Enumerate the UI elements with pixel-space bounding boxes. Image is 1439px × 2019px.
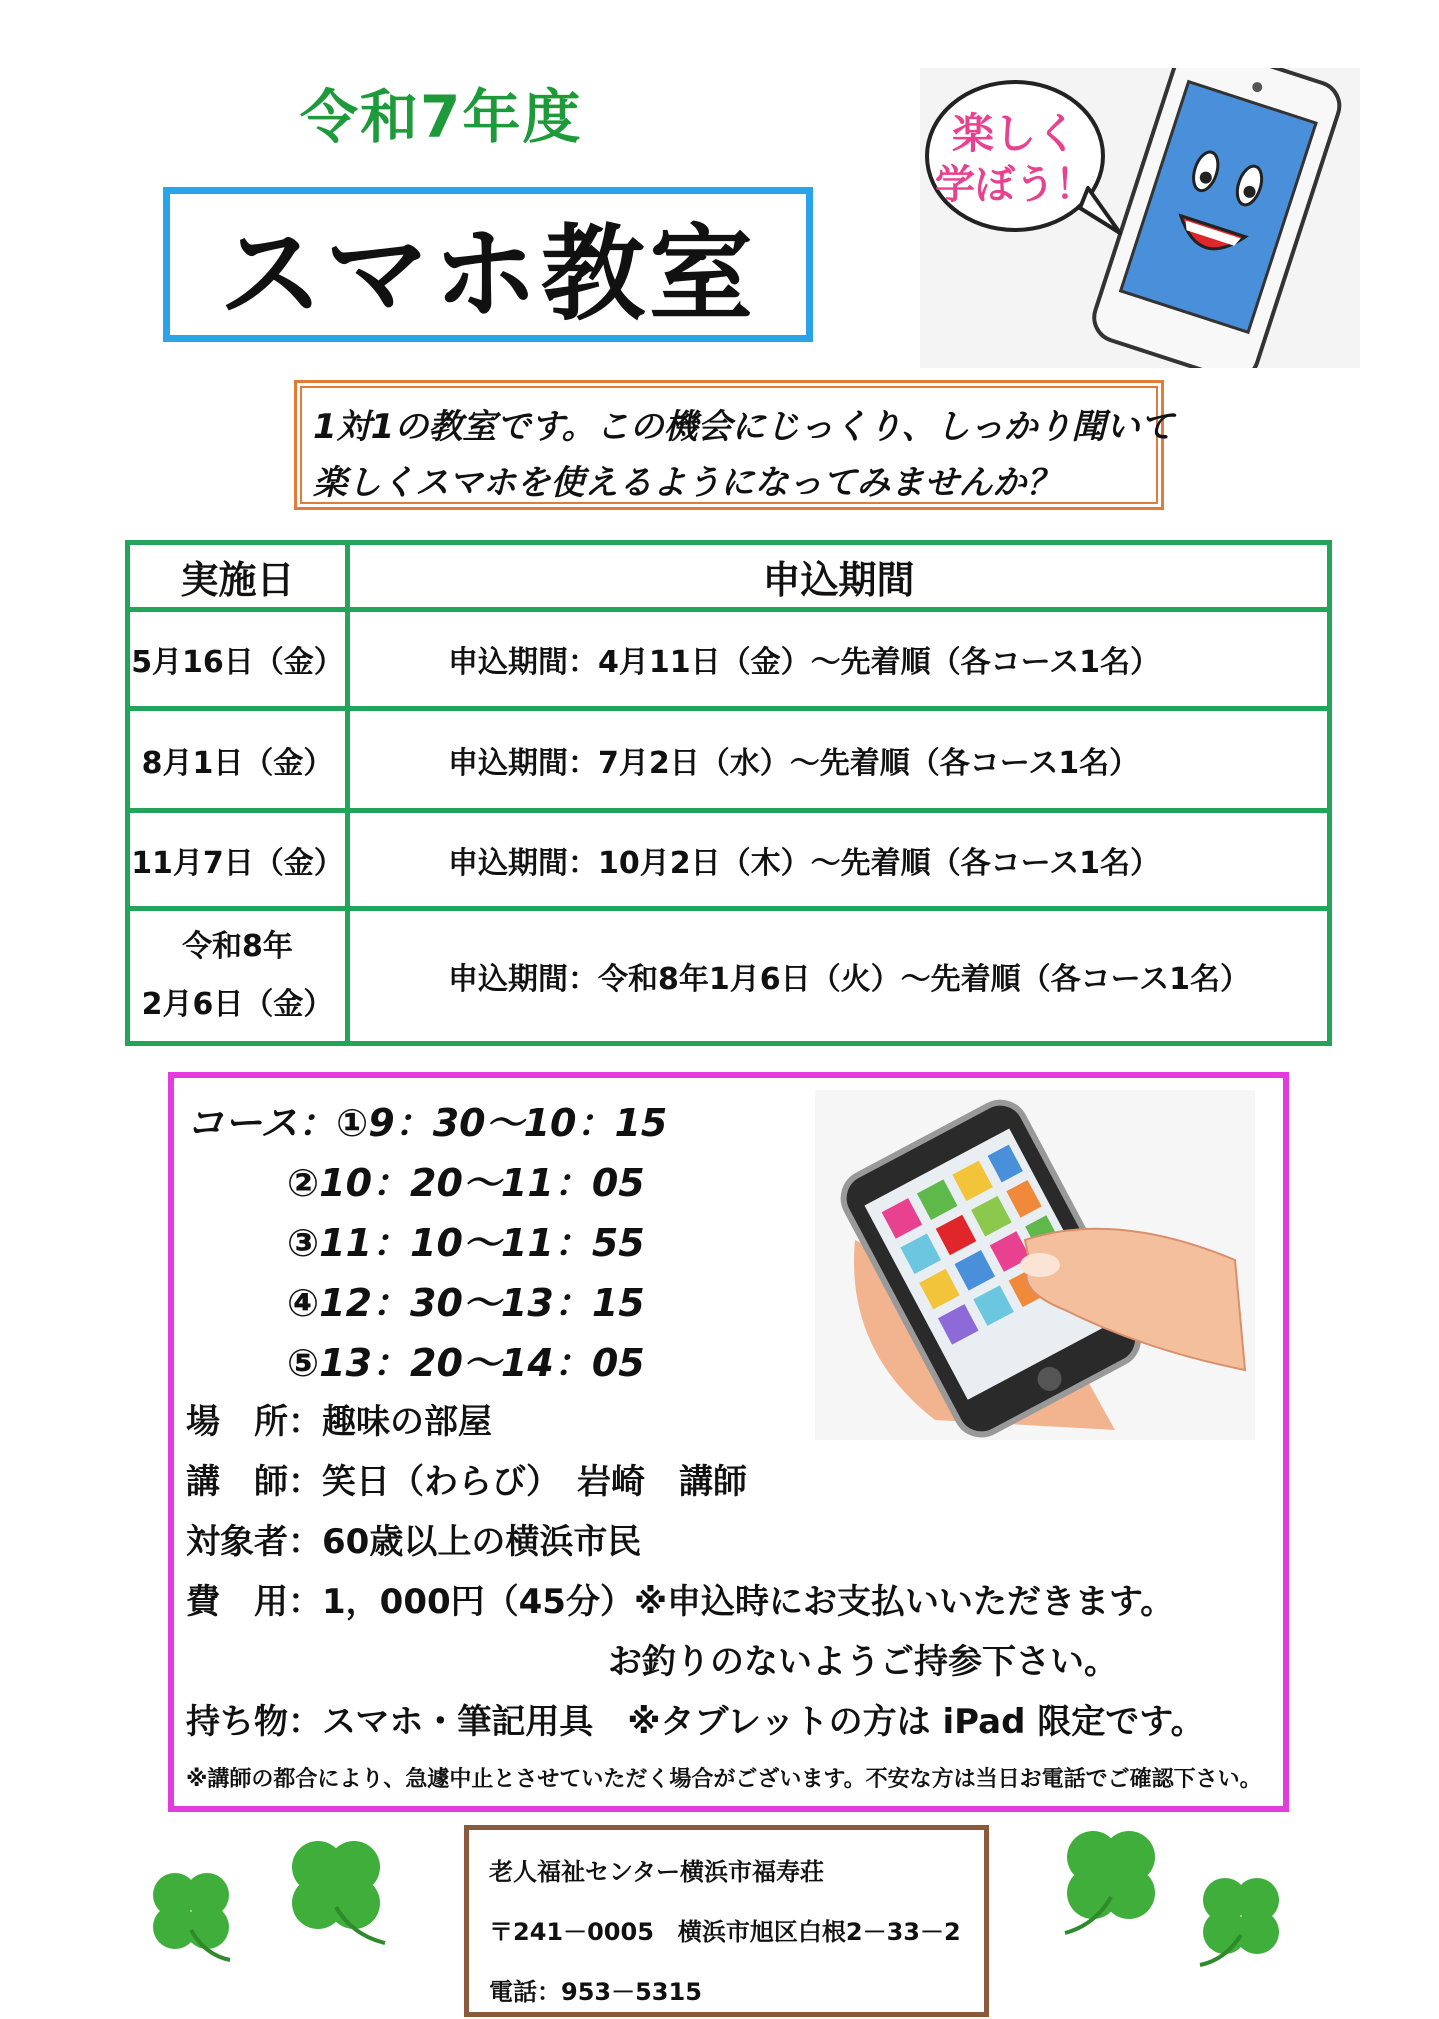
course-1: ①9：30～10：15	[336, 1101, 668, 1145]
speech-line2: 学ぼう！	[935, 162, 1095, 208]
row-date	[128, 909, 348, 1044]
hand-smartphone-illustration	[815, 1090, 1255, 1440]
clover-icon	[270, 1825, 400, 1955]
course-3: ③11：10～11：55	[287, 1221, 645, 1265]
header-date: 実施日	[128, 543, 348, 610]
intro-line1: 1対1の教室です。この機会にじっくり、しっかり聞いて	[313, 407, 1174, 447]
page-title: スマホ教室	[219, 212, 757, 335]
header-period: 申込期間	[348, 543, 1330, 610]
teacher-line: 講 師：笑日（わらび） 岩崎 講師	[186, 1462, 747, 1502]
speech-line1: 楽しく	[951, 109, 1079, 158]
row-period: 申込期間：令和8年1月6日（火）～先着順（各コース1名）	[348, 909, 1330, 1044]
course-4: ④12：30～13：15	[287, 1281, 645, 1325]
clover-icon	[1045, 1815, 1175, 1945]
row-period: 申込期間：10月2日（木）～先着順（各コース1名）	[348, 811, 1330, 909]
year-label: 令和7年度	[300, 83, 583, 151]
schedule-table	[125, 540, 1332, 1046]
row-period: 申込期間：4月11日（金）～先着順（各コース1名）	[348, 610, 1330, 709]
address-box	[464, 1825, 989, 2017]
table-row	[128, 811, 1330, 909]
notice-line: ※講師の都合により、急遽中止とさせていただく場合がございます。不安な方は当日お電話でご確認下さい。	[186, 1767, 1262, 1792]
row-date: 11月7日（金）	[128, 811, 348, 909]
clover-icon	[1185, 1865, 1295, 1975]
row-date: 5月16日（金）	[128, 610, 348, 709]
row-date-line2: 2月6日（金）	[141, 987, 334, 1022]
course-2: ②10：20～11：05	[287, 1161, 645, 1205]
smartphone-character-illustration	[920, 68, 1360, 368]
course-label: コース：	[186, 1101, 337, 1145]
table-row	[128, 909, 1330, 1044]
clover-icon	[135, 1860, 245, 1970]
course-5: ⑤13：20～14：05	[287, 1341, 645, 1385]
facility-name: 老人福祉センター横浜市福寿荘	[489, 1858, 825, 1886]
bring-line: 持ち物：スマホ・筆記用具 ※タブレットの方は iPad 限定です。	[186, 1702, 1205, 1742]
row-date: 8月1日（金）	[128, 709, 348, 811]
place-line: 場 所：趣味の部屋	[186, 1402, 492, 1442]
phone-number: 電話：953－5315	[489, 1978, 702, 2006]
table-row	[128, 610, 1330, 709]
row-period: 申込期間：7月2日（水）～先着順（各コース1名）	[348, 709, 1330, 811]
fee-note-line: お釣りのないようご持参下さい。	[608, 1642, 1118, 1682]
target-line: 対象者：60歳以上の横浜市民	[186, 1522, 642, 1562]
schedule-header-row	[128, 543, 1330, 610]
table-row	[128, 709, 1330, 811]
row-date-line1: 令和8年	[182, 929, 293, 964]
intro-box	[294, 380, 1174, 510]
title-box	[163, 187, 813, 342]
course-row-1	[186, 1092, 667, 1147]
intro-line2: 楽しくスマホを使えるようになってみませんか？	[313, 463, 1061, 503]
fee-line: 費 用：1，000円（45分）※申込時にお支払いいただきます。	[186, 1582, 1175, 1622]
postal-address: 〒241－0005 横浜市旭区白根2－33－2	[489, 1918, 961, 1946]
